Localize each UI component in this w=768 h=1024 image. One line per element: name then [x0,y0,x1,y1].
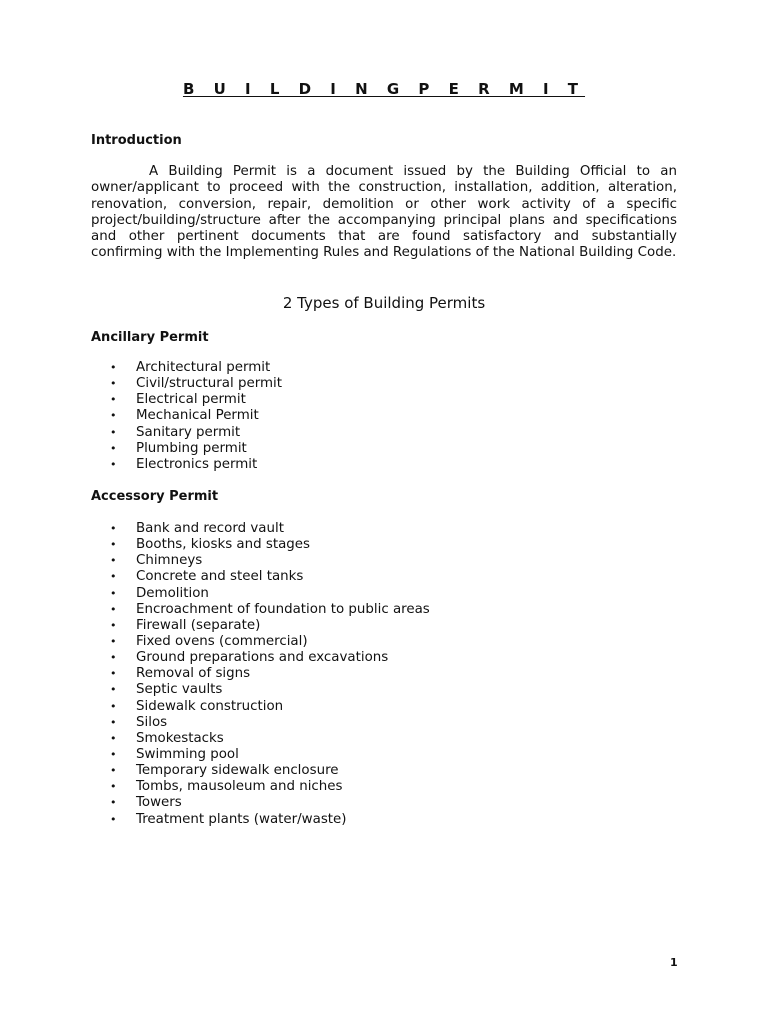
bullet-icon: • [110,393,117,407]
accessory-permit-item [108,747,430,763]
accessory-permit-item [108,521,430,537]
bullet-icon: • [110,812,117,826]
bullet-icon: • [110,651,117,665]
ancillary-permit-list [108,360,282,473]
accessory-permit-item [108,586,430,602]
ancillary-permit-item [108,360,282,376]
accessory-permit-item [108,682,430,698]
bullet-icon: • [110,683,117,697]
bullet-icon: • [110,764,117,778]
list-item-label: Towers [136,795,182,811]
bullet-icon: • [110,377,117,391]
bullet-icon: • [110,425,117,439]
list-item-label: Firewall (separate) [136,617,261,633]
accessory-permit-list [108,521,430,828]
bullet-icon: • [110,554,117,568]
accessory-permit-item [108,650,430,666]
list-item-label: Bank and record vault [136,521,284,536]
list-item-label: Demolition [136,585,209,601]
document-title: B U I L D I N G P E R M I T [182,80,586,98]
list-item-label: Tombs, mausoleum and niches [136,779,343,795]
accessory-permit-item [108,666,430,682]
page-number: 1 [670,956,678,969]
ancillary-permit-item [108,441,282,457]
list-item-label: Fixed ovens (commercial) [136,633,308,649]
accessory-permit-item [108,699,430,715]
accessory-permit-item [108,731,430,747]
list-item-label: Concrete and steel tanks [136,569,304,585]
list-item-label: Electronics permit [136,456,258,472]
list-item-label: Plumbing permit [136,440,247,456]
list-item-label: Mechanical Permit [136,408,259,424]
accessory-permit-item [108,618,430,634]
list-item-label: Ground preparations and excavations [136,650,389,666]
accessory-permit-item [108,537,430,553]
list-item-label: Silos [136,714,168,730]
bullet-icon: • [110,715,117,729]
list-item-label: Electrical permit [136,392,246,408]
accessory-permit-item [108,795,430,811]
list-item-label: Treatment plants (water/waste) [136,811,347,827]
bullet-icon: • [110,634,117,648]
bullet-icon: • [110,747,117,761]
list-item-label: Architectural permit [136,360,271,375]
accessory-permit-item [108,812,430,828]
accessory-permit-item [108,602,430,618]
bullet-icon: • [110,796,117,810]
accessory-permit-item [108,779,430,795]
bullet-icon: • [110,570,117,584]
list-item-label: Civil/structural permit [136,376,282,392]
accessory-permit-item [108,763,430,779]
bullet-icon: • [110,457,117,471]
bullet-icon: • [110,699,117,713]
introduction-paragraph: A Building Permit is a document issued by the Building Official to an owner/applicant to proceed with the construction, installation, addition, alteration, renovation, conversion, repair, demolition or other work activity of a specific project/building/structure after the accompanying principal plans and specifications and other pertinent documents that are found satisfactory and substantially confirming with the Implementing Rules and Regulations of the National Building Code. [91,164,677,261]
bullet-icon: • [110,441,117,455]
bullet-icon: • [110,361,117,374]
list-item-label: Sanitary permit [136,424,241,440]
bullet-icon: • [110,667,117,681]
list-item-label: Sidewalk construction [136,698,284,714]
permit-types-heading: 2 Types of Building Permits [282,294,486,312]
list-item-label: Removal of signs [136,666,251,682]
accessory-permit-heading: Accessory Permit [91,489,219,504]
bullet-icon: • [110,538,117,552]
introduction-heading: Introduction [91,133,182,148]
accessory-permit-item [108,634,430,650]
ancillary-permit-item [108,425,282,441]
bullet-icon: • [110,780,117,794]
list-item-label: Temporary sidewalk enclosure [136,763,339,779]
list-item-label: Septic vaults [136,682,223,698]
accessory-permit-item [108,569,430,585]
ancillary-permit-item [108,376,282,392]
ancillary-permit-item [108,457,282,473]
accessory-permit-item [108,715,430,731]
list-item-label: Swimming pool [136,746,239,762]
ancillary-permit-item [108,392,282,408]
bullet-icon: • [110,618,117,632]
accessory-permit-item [108,553,430,569]
bullet-icon: • [110,522,117,535]
bullet-icon: • [110,731,117,745]
list-item-label: Smokestacks [136,730,224,746]
ancillary-permit-item [108,408,282,424]
bullet-icon: • [110,602,117,616]
ancillary-permit-heading: Ancillary Permit [91,330,209,345]
bullet-icon: • [110,409,117,423]
bullet-icon: • [110,586,117,600]
list-item-label: Chimneys [136,553,203,569]
list-item-label: Encroachment of foundation to public areas [136,601,430,617]
list-item-label: Booths, kiosks and stages [136,537,311,553]
